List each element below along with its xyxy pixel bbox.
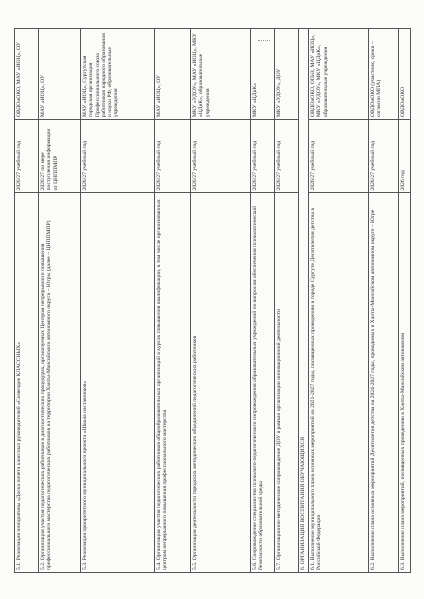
row-executor: МАУ «ИОЦ», ОУ [155,29,191,120]
row-description: 5.6. Сопровождение специалистов психолого-педагогического сопровождения образовательных учреждений по вопросам обеспечения психологической безопасности образовательной среды [251,193,275,573]
row-description: 6.3. Выполнение плана мероприятий, посвященных проведению в Ханты-Мансийском автономном [399,193,411,573]
row-description: 6.1. Выполнение муниципального плана основных мероприятий на 2021-2027 годы, посвященных проведению в городе Сургуте Десятилетия детства в Российской Федерации [309,193,369,573]
row-description: 5.1. Реализация инициативы «Доска почета классных руководителей «Созвездие КЛАССНЫХ» [15,193,39,573]
row-term: 2026/27 учебный год [191,120,251,193]
row-executor: ОВДОиОКО, МАУ «ИОЦ», ОУ [15,29,39,120]
row-executor: МКУ «УДОУ», МАУ «ИОЦ», МКУ «ЦДиК», образовательные учреждения [191,29,251,120]
row-description: 6.2. Выполнение плана основных мероприятий Десятилетия детства на 2024-2027 годы, проводимых в Ханты-Мансийском автономном округе – Югре [369,193,399,573]
table-row [369,29,399,573]
row-term: 2026/27 учебный год [369,120,399,193]
table-row [15,29,39,573]
row-executor: ОВДОиОКО (участник, сроки – согласно МПА) [369,29,399,120]
row-description: 5.2. Организация участия педагогических работников в диагностических процедурах, организуемых Центром непрерывного повышения профессионального мастерства педагогических работников на территории Ханты-Мансийского автономного округа – Югры (далее – ЦНППМПР) [39,193,81,573]
table-row [275,29,299,573]
row-term: 2026/27 учебный год [251,120,275,193]
row-executor: ОВДОиОКО, ОПиЗ, МАУ «ИОЦ», МКУ «УДОУ», МКУ «ЦДиК», образовательные учреждения [309,29,369,120]
row-term: 2026/27 учебный год [81,120,155,193]
row-description: 5.4. Организация участия педагогических работников общеобразовательных организаций в курсах повышения квалификации, в том числе организованных центром непрерывного повышения профессионального мастерства [155,193,191,573]
row-description: 5.3. Реализация приоритетного муниципального проекта «Школа наставников» [81,193,155,573]
section-row [299,29,309,573]
table-row [155,29,191,573]
row-executor: ОВДОиОКО [399,29,411,120]
row-term: 2026/27 учебный год [309,120,369,193]
plan-table [14,28,411,573]
table-row [191,29,251,573]
row-executor: МКУ «ЦДиК» [251,29,275,120]
row-executor: МКУ «УДОУ», ДОУ [275,29,299,120]
table-row [251,29,275,573]
table-row [81,29,155,573]
row-term: 2026/27 по мере поступления информации от ЦНППМПР [39,120,81,193]
row-term: 2026/27 учебный год [15,120,39,193]
table-row [39,29,81,573]
row-term: 2026/27 учебный год [155,120,191,193]
table-row [309,29,369,573]
row-executor: МАУ «ИОЦ», ОУ [39,29,81,120]
section-heading: 6. ОРГАНИЗАЦИЯ ВОСПИТАНИЯ ОБУЧАЮЩИХСЯ [299,29,309,573]
row-term: 2026 год [399,120,411,193]
plan-table-body [15,29,411,573]
row-description: 5.7. Организационно-методическое сопровождение ДОУ в рамках организации инновационной деятельности [275,193,299,573]
row-term: 2026/27 учебный год [275,120,299,193]
table-row [399,29,411,573]
row-description: 5.5. Организация деятельности городских методических объединений педагогических работников [191,193,251,573]
row-executor: МАУ «ИОЦ», Сургутская городская организация Профессионального союза работников народного образования и науки РФ, образовательные учреждения [81,29,155,120]
